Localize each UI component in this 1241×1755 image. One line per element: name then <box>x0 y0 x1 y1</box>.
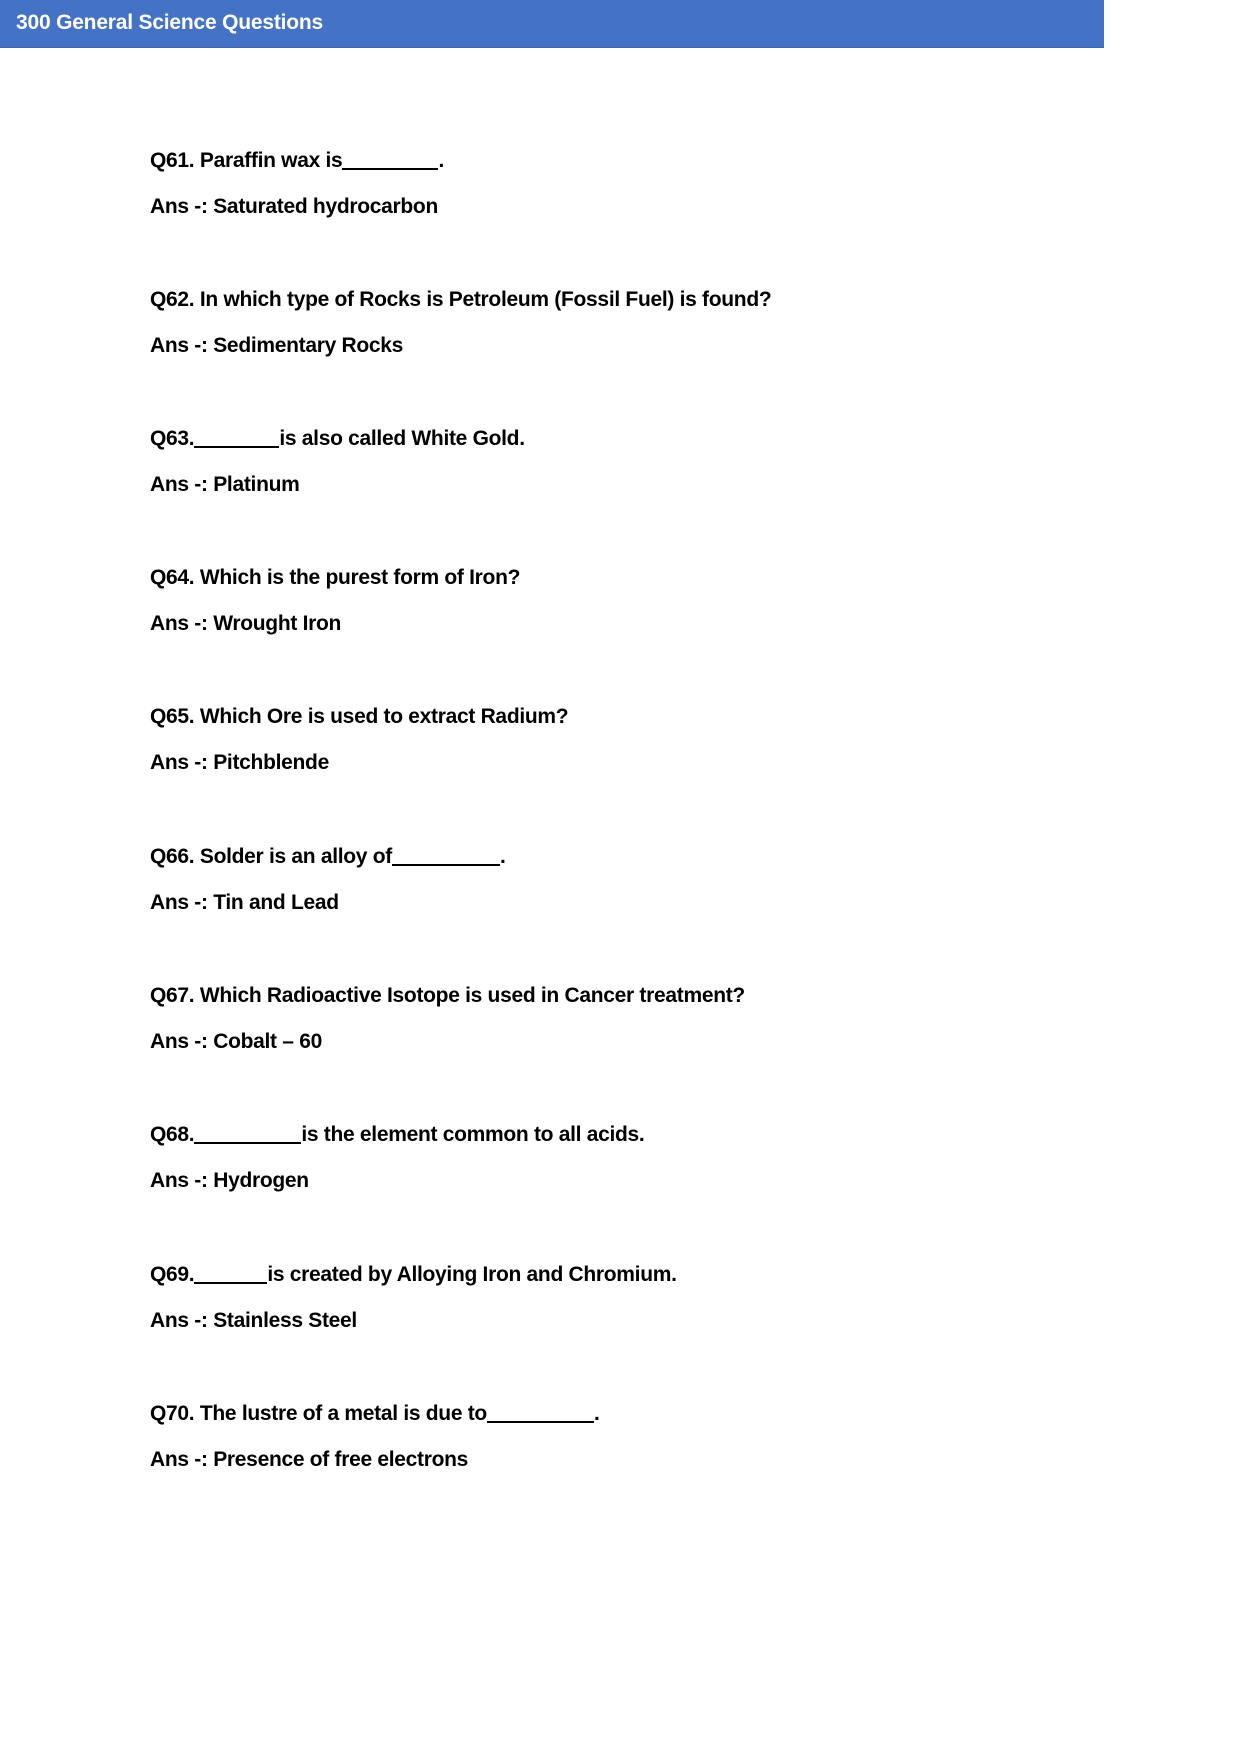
question-number: Q65. <box>150 705 195 728</box>
question-number: Q68. <box>150 1123 195 1146</box>
answer-text: Ans -: Platinum <box>150 473 300 496</box>
question-number: Q67. <box>150 984 195 1007</box>
question-tail: is created by Alloying Iron and Chromium. <box>267 1263 677 1286</box>
question-text <box>150 1262 677 1288</box>
question-body: Which Ore is used to extract Radium? <box>194 705 569 728</box>
header-bar <box>0 0 1104 47</box>
answer-text: Ans -: Wrought Iron <box>150 612 342 635</box>
question-tail: is the element common to all acids. <box>301 1123 645 1146</box>
question-tail: . <box>593 1402 600 1425</box>
question-body: Which is the purest form of Iron? <box>194 566 521 589</box>
question-body: Solder is an alloy of <box>194 845 392 868</box>
question-tail: is also called White Gold. <box>279 427 525 450</box>
question-tail: . <box>438 149 444 172</box>
question-text <box>150 1401 600 1427</box>
fill-blank <box>392 844 500 866</box>
fill-blank <box>194 1262 267 1284</box>
fill-blank <box>342 148 438 170</box>
answer-text: Ans -: Pitchblende <box>150 751 329 774</box>
question-text <box>150 844 506 870</box>
question-number: Q62. <box>150 288 195 311</box>
answer-text: Ans -: Tin and Lead <box>150 891 339 914</box>
fill-blank <box>194 1122 301 1144</box>
question-number: Q64. <box>150 566 195 589</box>
question-body: In which type of Rocks is Petroleum (Fossil Fuel) is found? <box>194 288 772 311</box>
question-text <box>150 1122 644 1148</box>
answer-text: Ans -: Hydrogen <box>150 1169 309 1192</box>
question-body: Which Radioactive Isotope is used in Cancer treatment? <box>194 984 745 1007</box>
question-tail: . <box>499 845 506 868</box>
question-body: The lustre of a metal is due to <box>194 1402 487 1425</box>
question-number: Q69. <box>150 1263 195 1286</box>
answer-text: Ans -: Sedimentary Rocks <box>150 334 404 357</box>
question-body: Paraffin wax is <box>194 149 343 172</box>
question-text <box>150 565 520 591</box>
question-text <box>150 983 745 1009</box>
question-number: Q66. <box>150 845 195 868</box>
question-text <box>150 426 525 452</box>
fill-blank <box>487 1401 594 1423</box>
answer-text: Ans -: Stainless Steel <box>150 1309 357 1332</box>
question-text <box>150 287 771 313</box>
question-number: Q70. <box>150 1402 195 1425</box>
fill-blank <box>194 426 279 448</box>
question-number: Q63. <box>150 427 195 450</box>
question-number: Q61. <box>150 149 195 172</box>
answer-text: Ans -: Presence of free electrons <box>150 1448 469 1471</box>
answer-text: Ans -: Cobalt – 60 <box>150 1030 322 1053</box>
answer-text: Ans -: Saturated hydrocarbon <box>150 195 438 218</box>
question-text <box>150 704 568 730</box>
question-text <box>150 148 444 174</box>
document-title: 300 General Science Questions <box>16 11 324 34</box>
